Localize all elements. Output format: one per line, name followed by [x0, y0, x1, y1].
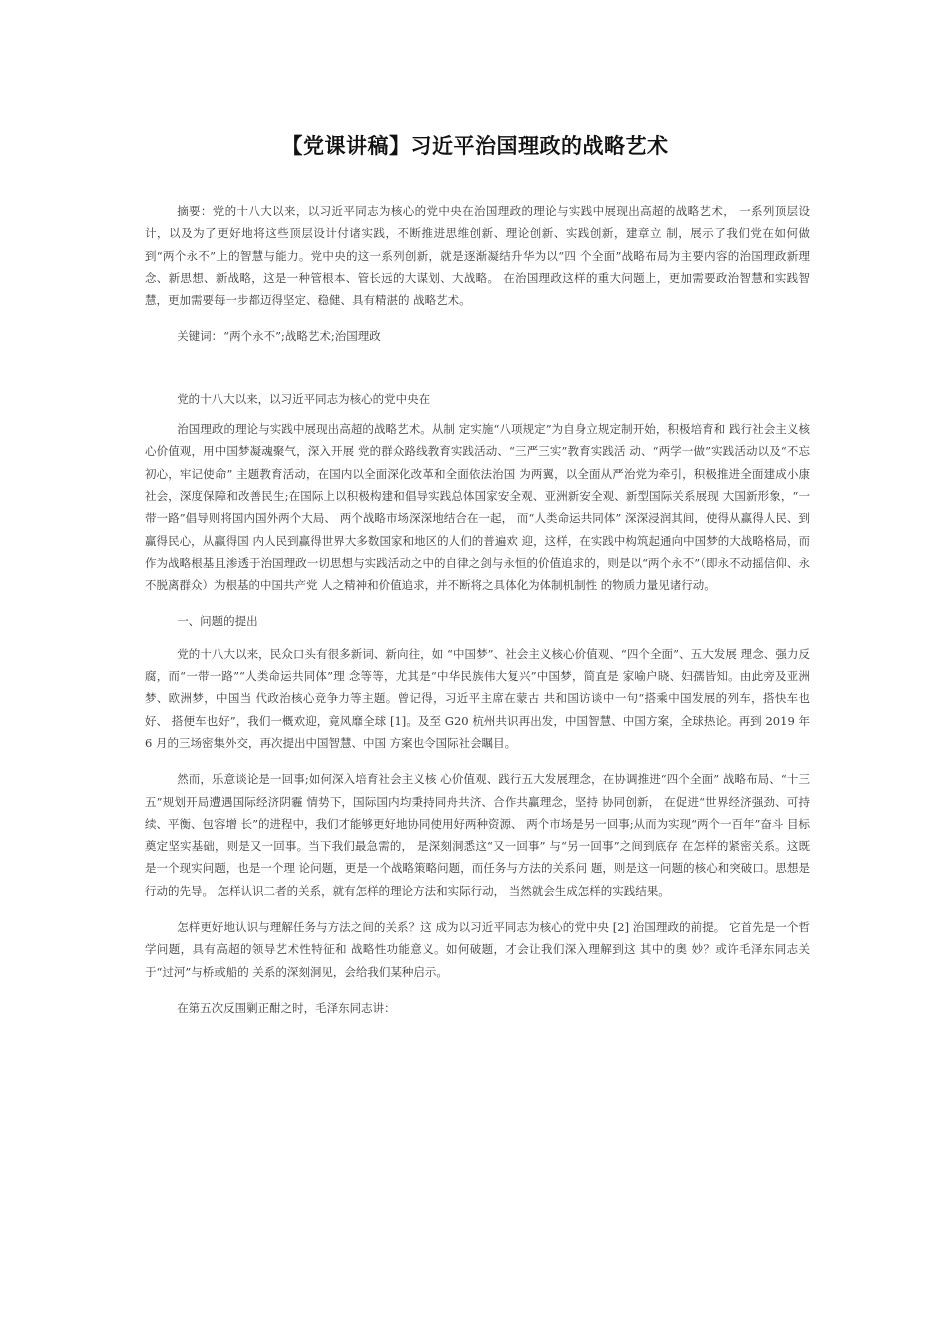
body-paragraph-1: 治国理政的理论与实践中展现出高超的战略艺术。从制 定实施“八项规定”为自身立规定制开始，积极培育和 践行社会主义核心价值观，用中国梦凝魂聚气，深入开展 党的群众路线教育实践活动、“三严三实”教育实践活 动、“两学一做”实践活动以及“不忘初心，牢记使命” 主题教育活动，在国内以全面深化改革和全面依法治国 为两翼，以全面从严治党为牵引，积极推进全面建成小康社会，深度保障和改善民生;在国际上以积极构建和倡导实践总体国家安全观、亚洲新安全观、新型国际关系展现 大国新形象，“一带一路”倡导则将国内国外两个大局、 两个战略市场深深地结合在一起， 而“人类命运共同体” 深深浸润其间，使得从赢得人民、到赢得民心，从赢得国 内人民到赢得世界大多数国家和地区的人们的普遍欢 迎，这样，在实践中构筑起通向中国梦的大战略格局，而 作为战略根基且渗透于治国理政一切思想与实践活动之中的自律之剑与永恒的价值追求的，则是以“两个永不”（即永不动摇信仰、永不脱离群众）为根基的中国共产党 人之精神和价值追求，并不断将之具体化为体制机制性 的物质力量见诸行动。: [145, 422, 810, 593]
body-paragraph-3: 然而，乐意谈论是一回事;如何深入培育社会主义核 心价值观、践行五大发展理念，在协调推进“四个全面” 战略布局、“十三五”规划开局遭遇国际经济阴霾 情势下，国际国内均秉持同舟共济、合作共赢理念，坚持 协同创新， 在促进“世界经济强劲、可持续、平衡、包容增 长”的进程中，我们才能够更好地协同使用好两种资源、 两个市场是另一回事;从而为实现“两个一百年”奋斗 目标奠定坚实基础，则是又一回事。当下我们最急需的， 是深刻洞悉这“又一回事” 与“另一回事”之间到底存 在怎样的紧密关系。这既是一个现实问题，也是一个理 论问题，更是一个战略策略问题，而任务与方法的关系问 题，则是这一问题的核心和突破口。思想是行动的先导。 怎样认识二者的关系，就有怎样的理论方法和实际行动， 当然就会生成怎样的实践结果。: [145, 772, 810, 898]
page-title: 【党课讲稿】习近平治国理政的战略艺术: [281, 134, 669, 158]
document-body: [145, 200, 810, 1019]
body-paragraph-2: 党的十八大以来，民众口头有很多新词、新向往，如 “中国梦”、社会主义核心价值观、“四个全面”、五大发展 理念、强力反腐，而“一带一路”“人类命运共同体”理 念等等，尤其是“中华民族伟大复兴”中国梦，简直是 家喻户晓、妇孺皆知。由此旁及亚洲梦、欧洲梦，中国当 代政治核心竞争力等主题。曾记得，习近平主席在蒙古 共和国访谈中一句“搭乘中国发展的列车，搭快车也好、 搭便车也好”，我们一概欢迎，竟风靡全球 [1]。及至 G20 杭州共识再出发，中国智慧、中国方案，全球热论。再到 2019 年 6 月的三场密集外交，再次提出中国智慧、中国 方案也令国际社会瞩目。: [145, 646, 810, 750]
abstract-paragraph: 摘要：党的十八大以来，以习近平同志为核心的党中央在治国理政的理论与实践中展现出高超的战略艺术， 一系列顶层设计，以及为了更好地将这些顶层设计付诸实践，不断推进思维创新、理论创新、实践创新，建章立 制，展示了我们党在如何做到“两个永不”上的智慧与能力。党中央的这一系列创新，就是逐渐凝结升华为以“四 个全面”战略布局为主要内容的治国理政新理念、新思想、新战略，这是一种管根本、管长远的大谋划、大战略。 在治国理政这样的重大问题上，更加需要政治智慧和实践智慧，更加需要每一步都迈得坚定、稳健、具有精湛的 战略艺术。: [145, 204, 810, 308]
section-heading: 一、问题的提出: [177, 614, 258, 629]
body-paragraph-4: 怎样更好地认识与理解任务与方法之间的关系？这 成为以习近平同志为核心的党中央 [2] 治国理政的前提。 它首先是一个哲学问题，具有高超的领导艺术性特征和 战略性功能意义。如何破题，才会让我们深入理解到这 其中的奥 妙？或许毛泽东同志关于“过河”与桥或船的 关系的深刻洞见，会给我们某种启示。: [145, 920, 810, 979]
intro-line: 党的十八大以来，以习近平同志为核心的党中央在: [177, 391, 431, 406]
body-paragraph-5: 在第五次反围剿正酣之时，毛泽东同志讲：: [177, 1000, 396, 1015]
keywords-line: 关键词：“两个永不”;战略艺术;治国理政: [177, 329, 381, 344]
